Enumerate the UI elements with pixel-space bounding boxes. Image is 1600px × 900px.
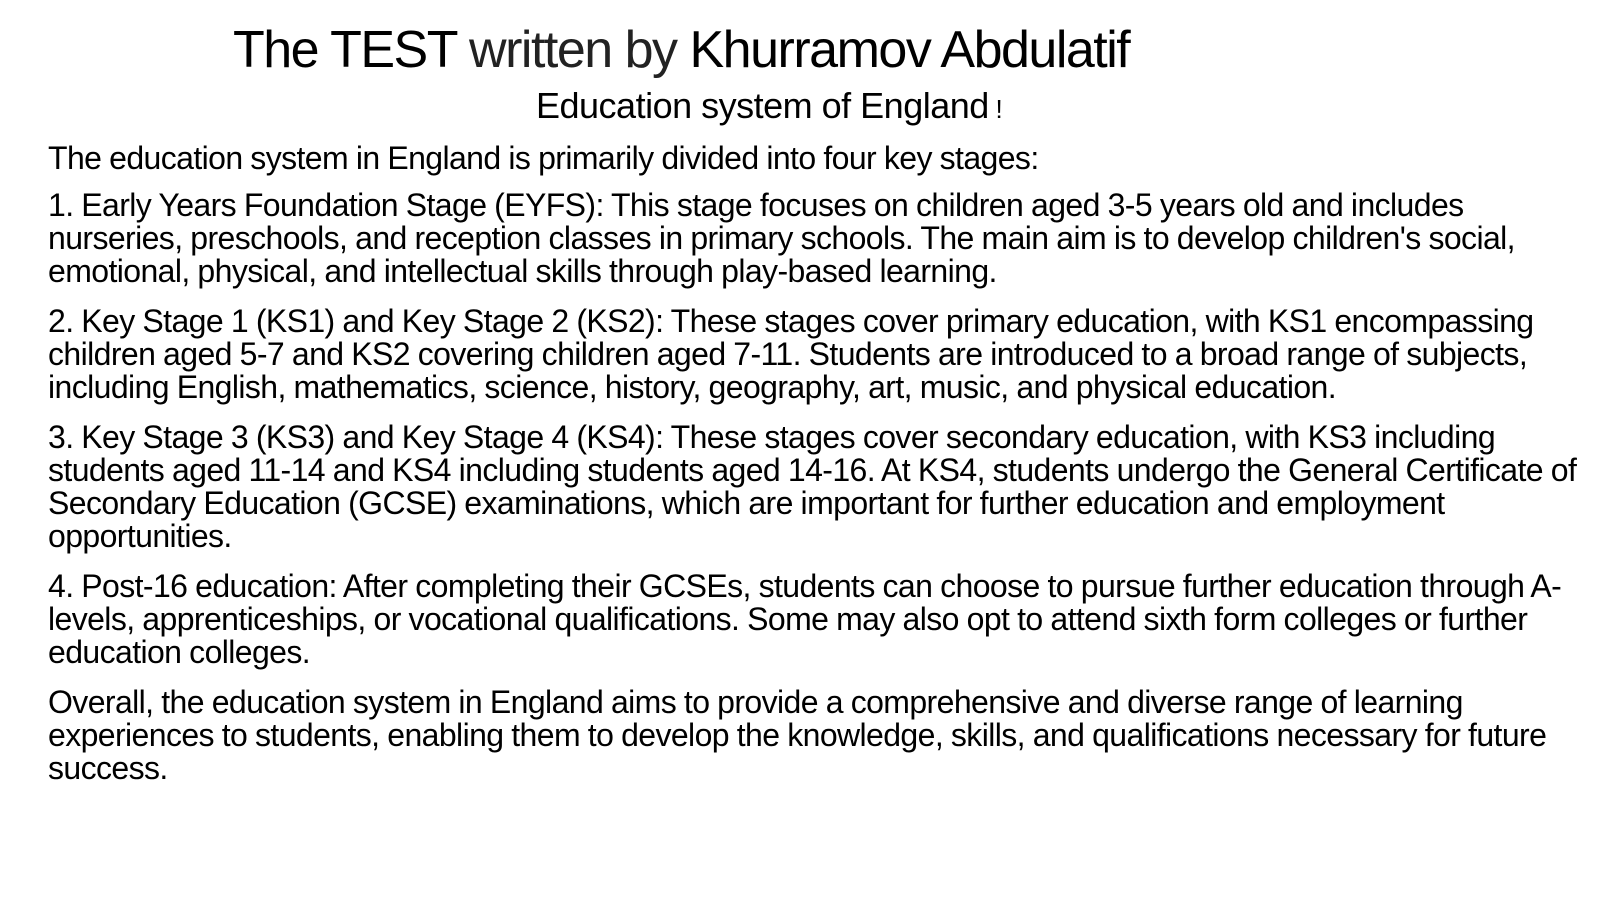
title-author: Khurramov Abdulatif xyxy=(689,21,1130,79)
slide-subtitle xyxy=(536,86,1002,126)
paragraph-overall: Overall, the education system in England aims to provide a comprehensive and diverse range of learning experiences to students, enabling them to develop the knowledge, skills, and qualifications necessary for future success. xyxy=(48,684,1547,786)
subtitle-exclamation: ! xyxy=(988,94,1003,124)
paragraph-intro: The education system in England is primarily divided into four key stages: xyxy=(48,140,1039,176)
title-test: The TEST xyxy=(233,21,457,79)
paragraph-post16: 4. Post-16 education: After completing their GCSEs, students can choose to pursue further education through A-levels, apprenticeships, or vocational qualifications. Some may also opt to attend sixth form colleges or further education colleges. xyxy=(48,568,1562,670)
title-written-by: written by xyxy=(456,21,690,79)
slide-body xyxy=(48,142,1578,802)
subtitle-text: Education system of England xyxy=(536,85,989,126)
paragraph-ks3-ks4: 3. Key Stage 3 (KS3) and Key Stage 4 (KS4): These stages cover secondary education, with KS3 including students aged 11-14 and KS4 including students aged 14-16. At KS4, students undergo the General Certificate of Secondary Education (GCSE) examinations, which are important for further education and employment opportunities. xyxy=(48,419,1577,554)
paragraph-eyfs: 1. Early Years Foundation Stage (EYFS): This stage focuses on children aged 3-5 years old and includes nurseries, preschools, and reception classes in primary schools. The main aim is to develop children's social, emotional, physical, and intellectual skills through play-based learning. xyxy=(48,187,1515,289)
slide-title xyxy=(233,22,1129,79)
paragraph-ks1-ks2: 2. Key Stage 1 (KS1) and Key Stage 2 (KS2): These stages cover primary education, with KS1 encompassing children aged 5-7 and KS2 covering children aged 7-11. Students are introduced to a broad range of subjects, including English, mathematics, science, history, geography, art, music, and physical education. xyxy=(48,303,1534,405)
